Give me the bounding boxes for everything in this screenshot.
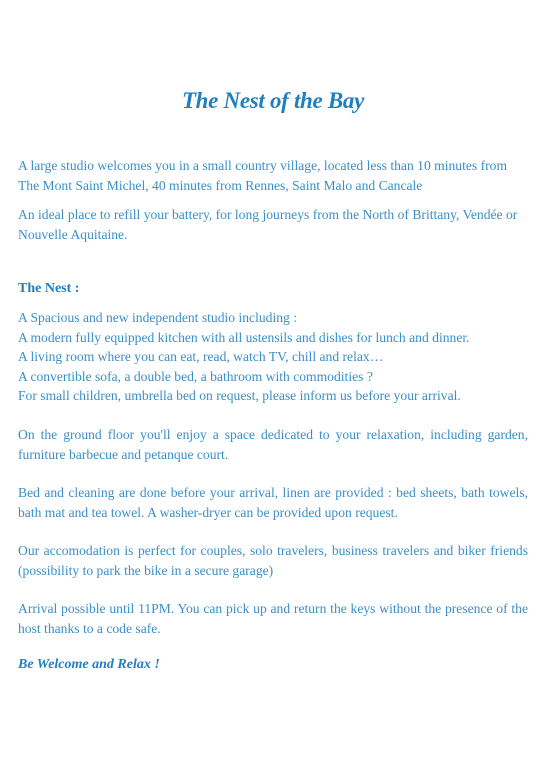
accommodation-paragraph: Our accomodation is perfect for couples, solo travelers, business travelers and biker friends (possibility to park the bike in a secure garage) bbox=[18, 543, 528, 578]
arrival-paragraph: Arrival possible until 11PM. You can pick up and return the keys without the presence of the host thanks to a code safe. bbox=[18, 601, 528, 636]
page-title: The Nest of the Bay bbox=[181, 88, 365, 113]
nest-line: A living room where you can eat, read, watch TV, chill and relax… bbox=[18, 349, 384, 365]
nest-line: A Spacious and new independent studio including : bbox=[18, 310, 298, 325]
intro-paragraph-2: An ideal place to refill your battery, for long journeys from the North of Brittany, Vendée or Nouvelle Aquitaine. bbox=[18, 207, 518, 242]
nest-line: For small children, umbrella bed on request, please inform us before your arrival. bbox=[18, 388, 461, 404]
closing-line: Be Welcome and Relax ! bbox=[18, 657, 160, 672]
intro-paragraph-1: A large studio welcomes you in a small country village, located less than 10 minutes from The Mont Saint Michel, 40 minutes from Rennes, Saint Malo and Cancale bbox=[18, 158, 508, 193]
nest-line: A modern fully equipped kitchen with all ustensils and dishes for lunch and dinner. bbox=[18, 329, 470, 345]
relaxation-paragraph: On the ground floor you'll enjoy a space dedicated to your relaxation, including garden, furniture barbecue and petanque court. bbox=[18, 427, 528, 462]
cleaning-paragraph: Bed and cleaning are done before your arrival, linen are provided : bed sheets, bath towels, bath mat and tea towel. A washer-dryer can be provided upon request. bbox=[18, 485, 528, 520]
nest-heading: The Nest : bbox=[18, 281, 80, 296]
nest-line: A convertible sofa, a double bed, a bathroom with commodities ? bbox=[18, 368, 373, 384]
nest-list bbox=[18, 308, 528, 406]
